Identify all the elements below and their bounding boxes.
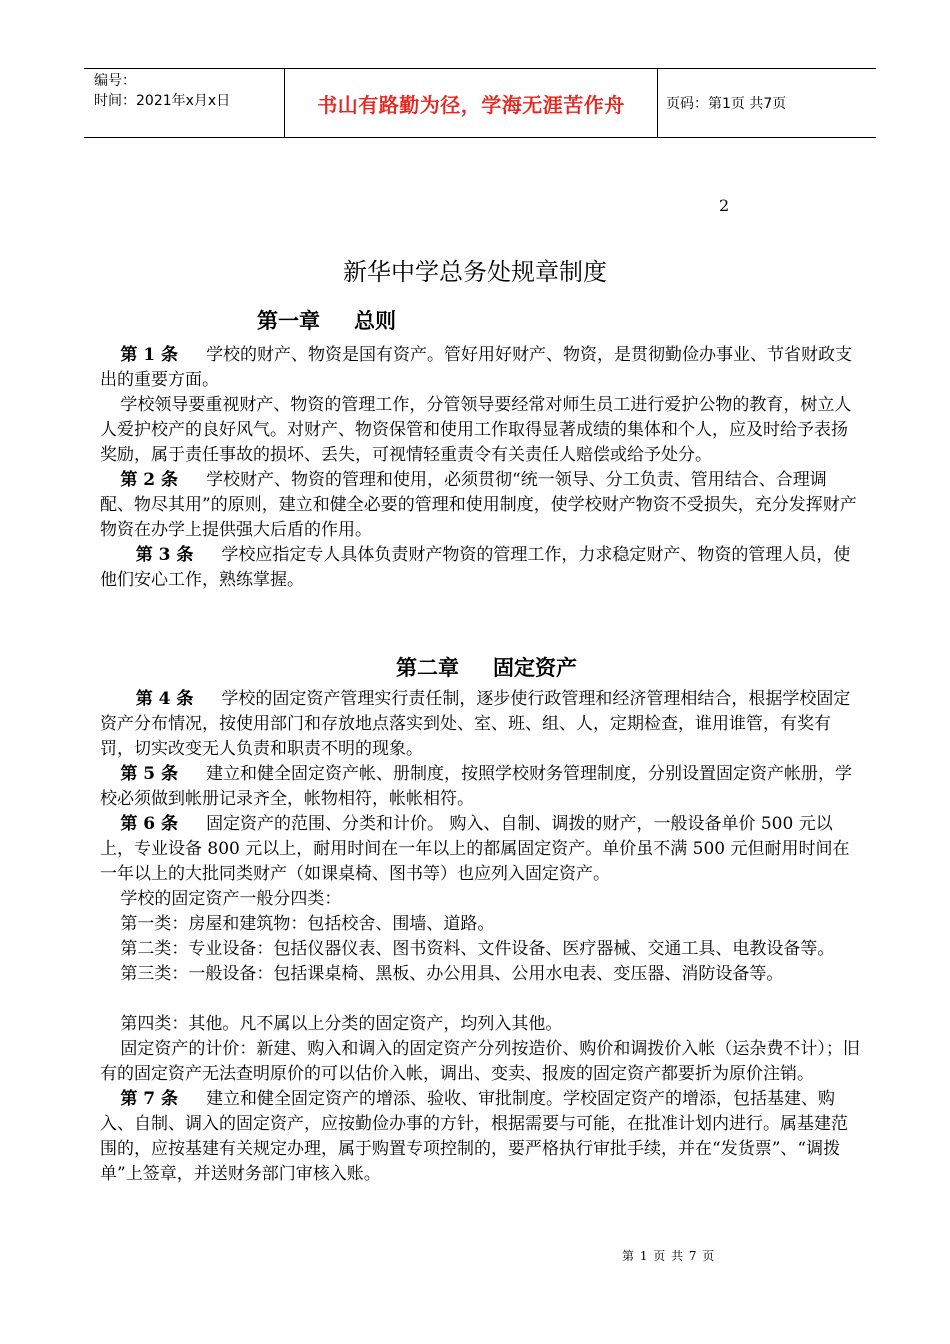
article-7-text: 建立和健全固定资产的增添、验收、审批制度。学校固定资产的增添，包括基建、购入、自制、调入的固定资产，应按勤俭办事的方针，根据需要与可能，在批准计划内进行。属基建范围的，应按基建有关规定办理，属于购置专项控制的，要严格执行审批手续，并在“发货票”、“调拨单”上签章，并送财务部门审核入账。: [100, 1089, 848, 1184]
article-5-label: 第 5 条: [120, 764, 179, 784]
article-1-paragraph-2: 学校领导要重视财产、物资的管理工作，分管领导要经常对师生员工进行爱护公物的教育，树立人人爱护校产的良好风气。对财产、物资保管和使用工作取得显著成绩的集体和个人，应及时给予表扬奖励，属于责任事故的损坏、丢失，可视情轻重责令有关责任人赔偿或给予处分。: [100, 395, 852, 465]
header-page-info: 页码：第1页 共7页: [666, 96, 787, 112]
page-number-top: 2: [719, 196, 730, 215]
chapter-2-label: 第二章: [396, 656, 459, 680]
article-4: [100, 687, 860, 762]
article-3-text: 学校应指定专人具体负责财产物资的管理工作，力求稳定财产、物资的管理人员，使他们安心工作，熟练掌握。: [100, 545, 851, 590]
article-7: [100, 1087, 860, 1187]
header-time: 时间：2021年x月x日: [94, 93, 231, 109]
article-1-text: 学校的财产、物资是国有资产。管好用好财产、物资，是贯彻勤俭办事业、节省财政支出的重要方面。: [100, 345, 853, 390]
article-2-label: 第 2 条: [120, 470, 179, 490]
article-3: [100, 543, 860, 593]
article-2-text: 学校财产、物资的管理和使用，必须贯彻“统一领导、分工负责、管用结合、合理调配、物尽其用”的原则，建立和健全必要的管理和使用制度，使学校财产物资不受损失，充分发挥财产物资在办学上提供强大后盾的作用。: [100, 470, 857, 540]
asset-pricing: 固定资产的计价：新建、购入和调入的固定资产分列按造价、购价和调拨价入帐（运杂费不计）；旧有的固定资产无法查明原价的可以估价入帐，调出、变卖、报废的固定资产都要折为原价注销。: [100, 1039, 860, 1084]
header-meta: [84, 69, 285, 137]
header-motto: 书山有路勤为径，学海无涯苦作舟: [285, 69, 658, 137]
chapter-2-name: 固定资产: [493, 656, 577, 680]
article-6-label: 第 6 条: [120, 814, 179, 834]
article-5-text: 建立和健全固定资产帐、册制度，按照学校财务管理制度，分别设置固定资产帐册，学校必须做到帐册记录齐全，帐物相符，帐帐相符。: [100, 764, 853, 809]
paragraph-spacer: [100, 987, 860, 1012]
chapter-1-heading: [257, 305, 396, 335]
article-6-intro: 学校的固定资产一般分四类：: [120, 889, 342, 909]
asset-class-1: 第一类：房屋和建筑物：包括校舍、围墙、道路。: [120, 914, 495, 934]
header-number: 编号：: [94, 73, 136, 89]
article-6: [100, 812, 860, 887]
document-title: 新华中学总务处规章制度: [343, 258, 607, 286]
chapter-1-name: 总则: [354, 309, 396, 333]
asset-class-4: 第四类：其他。凡不属以上分类的固定资产，均列入其他。: [120, 1014, 563, 1034]
asset-class-2: 第二类：专业设备：包括仪器仪表、图书资料、文件设备、医疗器械、交通工具、电教设备等。: [120, 939, 835, 959]
asset-class-3: 第三类：一般设备：包括课桌椅、黑板、办公用具、公用水电表、变压器、消防设备等。: [120, 964, 784, 984]
article-4-label: 第 4 条: [135, 689, 194, 709]
article-3-label: 第 3 条: [135, 545, 194, 565]
page-header: [84, 68, 876, 138]
chapter-1-label: 第一章: [257, 309, 320, 333]
article-6-text: 固定资产的范围、分类和计价。 购入、自制、调拨的财产，一般设备单价 500 元以上，专业设备 800 元以上，耐用时间在一年以上的都属固定资产。单价虽不满 500 元但耐用时间在一年以上的大批同类财产（如课桌椅、图书等）也应列入固定资产。: [100, 814, 850, 884]
chapter-spacer: [100, 593, 860, 687]
page-footer: 第 1 页 共 7 页: [622, 1249, 716, 1263]
document-body: [100, 343, 860, 1187]
article-2: [100, 468, 860, 543]
article-7-label: 第 7 条: [120, 1089, 179, 1109]
article-5: [100, 762, 860, 812]
article-4-text: 学校的固定资产管理实行责任制，逐步使行政管理和经济管理相结合，根据学校固定资产分布情况，按使用部门和存放地点落实到处、室、班、组、人，定期检查，谁用谁管，有奖有罚，切实改变无人负责和职责不明的现象。: [100, 689, 851, 759]
article-1-label: 第 1 条: [120, 345, 179, 365]
article-1: [100, 343, 860, 393]
